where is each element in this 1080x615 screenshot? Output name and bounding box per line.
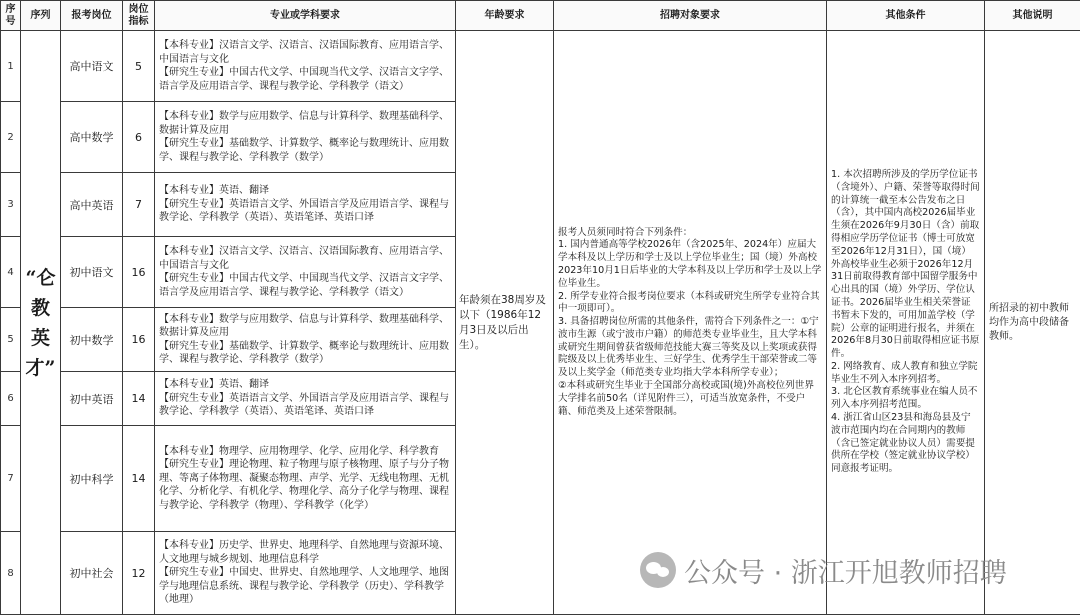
row-index: 6 [1, 372, 21, 426]
series-name: “仑教英才” [26, 263, 56, 383]
table-row [1, 31, 1080, 102]
target-line: 3. 具备招聘岗位所需的其他条件，需符合下列条件之一：①宁波市生源（或宁波市户籍）的师范类专业毕业生，且大学本科或研究生期间曾获省级师范技能大赛三等奖及以上奖项或获得院级及以上优秀毕业生、三好学生、优秀学生干部荣誉或二等及以上奖学金（师范类专业均指大学本科所学专业）； [558, 316, 822, 380]
row-index: 5 [1, 308, 21, 372]
row-quota: 6 [123, 102, 155, 173]
row-major [155, 308, 456, 372]
target-line: 2. 所学专业符合报考岗位要求（本科或研究生所学专业符合其中一项即可）。 [558, 291, 822, 317]
header-remark: 其他说明 [985, 1, 1080, 31]
row-position: 高中数学 [61, 102, 123, 173]
condition-line: 2. 网络教育、成人教育和独立学院毕业生不列入本序列招考。 [831, 361, 980, 387]
graduate-major: 【研究生专业】英语语言文学、外国语言学及应用语言学、课程与教学论、学科教学（英语）、英语笔译、英语口译 [159, 198, 451, 225]
row-major [155, 426, 456, 532]
row-position: 初中语文 [61, 237, 123, 308]
row-position: 高中英语 [61, 173, 123, 237]
row-index: 1 [1, 31, 21, 102]
row-major [155, 532, 456, 615]
target-requirement [554, 31, 827, 615]
condition-line: 4. 浙江省山区23县和海岛县及宁波市范围内均在合同期内的教师（含已签定就业协议人员）需要提供所在学校（签定就业协议学校）同意报考证明。 [831, 412, 980, 476]
undergrad-major: 【本科专业】汉语言文学、汉语言、汉语国际教育、应用语言学、中国语言与文化 [159, 245, 451, 272]
remark-cell: 所招录的初中教师均作为高中段储备教师。 [985, 31, 1080, 615]
header-other-conditions: 其他条件 [827, 1, 985, 31]
row-position: 高中语文 [61, 31, 123, 102]
target-line: 报考人员须同时符合下列条件： [558, 227, 822, 240]
undergrad-major: 【本科专业】数学与应用数学、信息与计算科学、数理基础科学、数据计算及应用 [159, 110, 451, 137]
header-age: 年龄要求 [456, 1, 554, 31]
undergrad-major: 【本科专业】历史学、世界史、地理科学、自然地理与资源环境、人文地理与城乡规划、地理信息科学 [159, 539, 451, 566]
row-major [155, 173, 456, 237]
header-quota: 岗位指标 [123, 1, 155, 31]
undergrad-major: 【本科专业】英语、翻译 [159, 184, 451, 198]
row-index: 3 [1, 173, 21, 237]
header-major: 专业或学科要求 [155, 1, 456, 31]
condition-line: 1. 本次招聘所涉及的学历学位证书（含境外）、户籍、荣誉等取得时间的计算统一截至本公告发布之日（含），其中国内高校2026届毕业生须在2026年9月30日（含）前取得相应学历学位证书（博士可放宽至2026年12月31日），国（境）外高校毕业生必须于2026年12月31日前取得教育部中国留学服务中心出具的国（境）外学历、学位认证书。2026届毕业生相关荣誉证书暂未下发的，可用加盖学校（学院）公章的证明进行报名，并须在2026年8月30日前取得相应证书原件。 [831, 169, 980, 361]
header-position: 报考岗位 [61, 1, 123, 31]
target-line: ②本科或研究生毕业于全国部分高校或国(境)外高校位列世界大学排名前50名（详见附件三），可适当放宽条件，不受户籍、师范类及上述荣誉限制。 [558, 380, 822, 418]
graduate-major: 【研究生专业】中国史、世界史、自然地理学、人文地理学、地图学与地理信息系统、课程与教学论、学科教学（历史）、学科教学（地理） [159, 566, 451, 607]
header-row [1, 1, 1080, 31]
row-quota: 14 [123, 372, 155, 426]
row-quota: 5 [123, 31, 155, 102]
row-position: 初中英语 [61, 372, 123, 426]
graduate-major: 【研究生专业】基础数学、计算数学、概率论与数理统计、应用数学、课程与教学论、学科教学（数学） [159, 340, 451, 367]
series-cell [21, 31, 61, 615]
row-index: 7 [1, 426, 21, 532]
graduate-major: 【研究生专业】理论物理、粒子物理与原子核物理、原子与分子物理、等离子体物理、凝聚态物理、声学、光学、无线电物理、无机化学、分析化学、有机化学、物理化学、高分子化学与物理、课程与教学论、学科教学（物理）、学科教学（化学） [159, 458, 451, 512]
undergrad-major: 【本科专业】汉语言文学、汉语言、汉语国际教育、应用语言学、中国语言与文化 [159, 39, 451, 66]
undergrad-major: 【本科专业】英语、翻译 [159, 378, 451, 392]
condition-line: 3. 北仑区教育系统事业在编人员不列入本序列招考范围。 [831, 386, 980, 412]
row-quota: 16 [123, 308, 155, 372]
graduate-major: 【研究生专业】中国古代文学、中国现当代文学、汉语言文字学、语言学及应用语言学、课程与教学论、学科教学（语文） [159, 272, 451, 299]
age-requirement: 年龄须在38周岁及以下（1986年12月3日及以后出生）。 [456, 31, 554, 615]
header-series: 序列 [21, 1, 61, 31]
row-major [155, 237, 456, 308]
row-quota: 7 [123, 173, 155, 237]
header-target: 招聘对象要求 [554, 1, 827, 31]
row-major [155, 31, 456, 102]
row-index: 8 [1, 532, 21, 615]
row-quota: 14 [123, 426, 155, 532]
target-line: 1. 国内普通高等学校2026年（含2025年、2024年）应届大学本科及以上学历和学士及以上学位毕业生；国（境）外高校2023年10月1日后毕业的大学本科及以上学历和学士及以上学位毕业生。 [558, 239, 822, 290]
graduate-major: 【研究生专业】中国古代文学、中国现当代文学、汉语言文字学、语言学及应用语言学、课程与教学论、学科教学（语文） [159, 66, 451, 93]
row-major [155, 372, 456, 426]
graduate-major: 【研究生专业】英语语言文学、外国语言学及应用语言学、课程与教学论、学科教学（英语）、英语笔译、英语口译 [159, 392, 451, 419]
row-quota: 16 [123, 237, 155, 308]
row-index: 2 [1, 102, 21, 173]
row-index: 4 [1, 237, 21, 308]
undergrad-major: 【本科专业】物理学、应用物理学、化学、应用化学、科学教育 [159, 445, 451, 459]
other-conditions [827, 31, 985, 615]
row-position: 初中数学 [61, 308, 123, 372]
undergrad-major: 【本科专业】数学与应用数学、信息与计算科学、数理基础科学、数据计算及应用 [159, 313, 451, 340]
watermark-text: 公众号 · 浙江开旭教师招聘 [684, 551, 1007, 590]
row-quota: 12 [123, 532, 155, 615]
row-major [155, 102, 456, 173]
row-position: 初中社会 [61, 532, 123, 615]
header-index: 序号 [1, 1, 21, 31]
row-position: 初中科学 [61, 426, 123, 532]
graduate-major: 【研究生专业】基础数学、计算数学、概率论与数理统计、应用数学、课程与教学论、学科教学（数学） [159, 137, 451, 164]
